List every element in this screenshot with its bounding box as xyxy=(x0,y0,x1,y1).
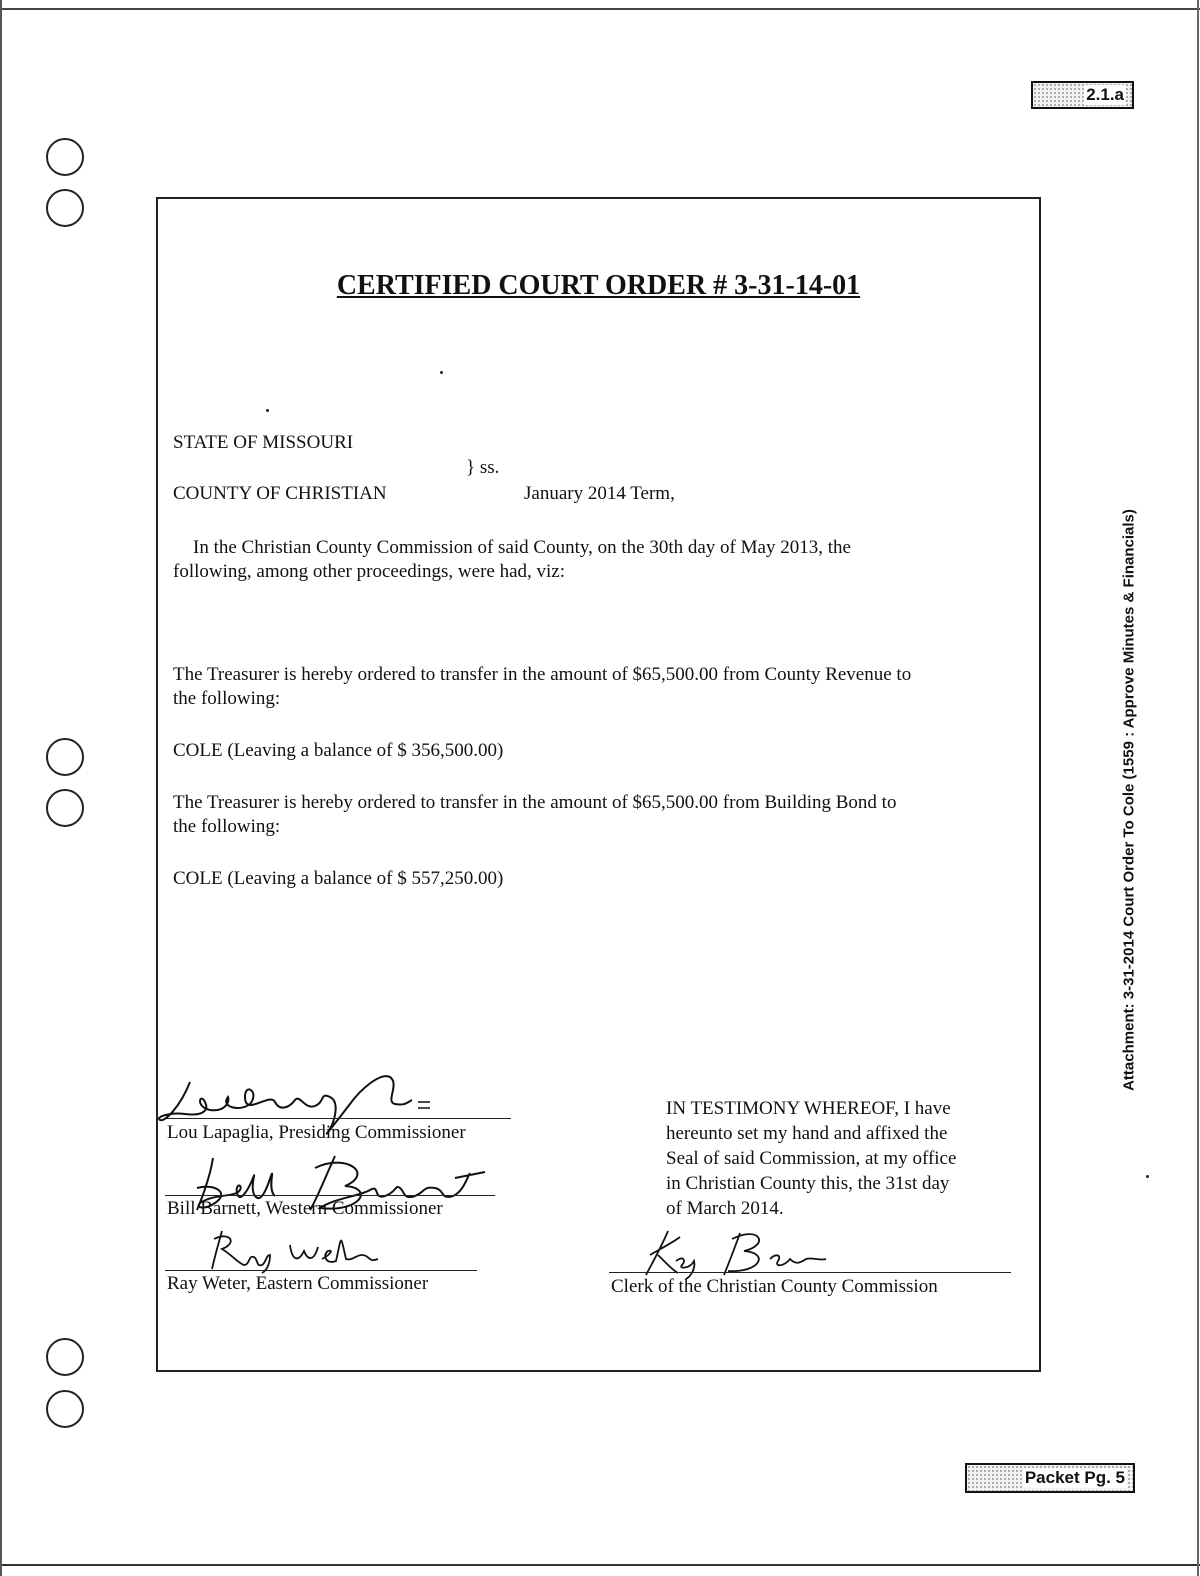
packet-page-stamp xyxy=(965,1463,1135,1493)
cole-balance-2: COLE (Leaving a balance of $ 557,250.00) xyxy=(173,868,504,889)
cole-balance-1: COLE (Leaving a balance of $ 356,500.00) xyxy=(173,740,504,761)
clerk-title: Clerk of the Christian County Commission xyxy=(611,1276,938,1297)
state-line: STATE OF MISSOURI xyxy=(173,432,354,453)
eastern-signature-line xyxy=(165,1270,477,1271)
scan-speck xyxy=(440,371,443,374)
western-signature-line xyxy=(165,1195,495,1196)
venue-bracket-ss: } ss. xyxy=(466,457,500,478)
presiding-signature-line xyxy=(165,1118,511,1119)
page-right-edge xyxy=(1197,0,1199,1576)
punch-hole-5 xyxy=(46,1338,84,1376)
transfer-1-line-1: The Treasurer is hereby ordered to transfer in the amount of $65,500.00 from County Revenue to xyxy=(173,664,912,685)
transfer-1-line-2: the following: xyxy=(173,688,281,709)
punch-hole-1 xyxy=(46,138,84,176)
page-bottom-edge xyxy=(0,1564,1200,1566)
punch-hole-2 xyxy=(46,189,84,227)
western-commissioner-name: Bill Barnett, Western Commissioner xyxy=(167,1198,443,1219)
county-line: COUNTY OF CHRISTIAN xyxy=(173,483,387,504)
attachment-tag-text: 2.1.a xyxy=(1086,85,1124,104)
term-line: January 2014 Term, xyxy=(524,483,675,504)
page-top-edge xyxy=(0,8,1200,10)
eastern-commissioner-signature xyxy=(200,1225,390,1275)
transfer-2-line-1: The Treasurer is hereby ordered to transfer in the amount of $65,500.00 from Building Bond to xyxy=(173,792,897,813)
document-title: CERTIFIED COURT ORDER # 3-31-14-01 xyxy=(336,270,861,301)
attachment-tag-stamp xyxy=(1031,81,1134,109)
punch-hole-4 xyxy=(46,789,84,827)
intro-line-1: In the Christian County Commission of said County, on the 30th day of May 2013, the xyxy=(193,537,851,558)
intro-line-2: following, among other proceedings, were had, viz: xyxy=(173,561,566,582)
punch-hole-3 xyxy=(46,738,84,776)
eastern-commissioner-name: Ray Weter, Eastern Commissioner xyxy=(167,1273,429,1294)
attachment-side-label: Attachment: 3-31-2014 Court Order To Cole (1559 : Approve Minutes & Financials) xyxy=(1120,509,1138,1091)
punch-hole-6 xyxy=(46,1390,84,1428)
testimony-line-3: Seal of said Commission, at my office xyxy=(666,1148,957,1169)
testimony-line-2: hereunto set my hand and affixed the xyxy=(666,1123,948,1144)
presiding-commissioner-name: Lou Lapaglia, Presiding Commissioner xyxy=(167,1122,466,1143)
testimony-line-4: in Christian County this, the 31st day xyxy=(666,1173,950,1194)
packet-page-text: Packet Pg. 5 xyxy=(1024,1468,1125,1487)
scan-speck xyxy=(266,409,269,412)
clerk-signature-line xyxy=(609,1272,1011,1273)
transfer-2-line-2: the following: xyxy=(173,816,281,837)
scan-speck xyxy=(1146,1175,1149,1178)
testimony-line-5: of March 2014. xyxy=(666,1198,784,1219)
page-left-edge xyxy=(0,0,2,1576)
testimony-line-1: IN TESTIMONY WHEREOF, I have xyxy=(666,1098,951,1119)
